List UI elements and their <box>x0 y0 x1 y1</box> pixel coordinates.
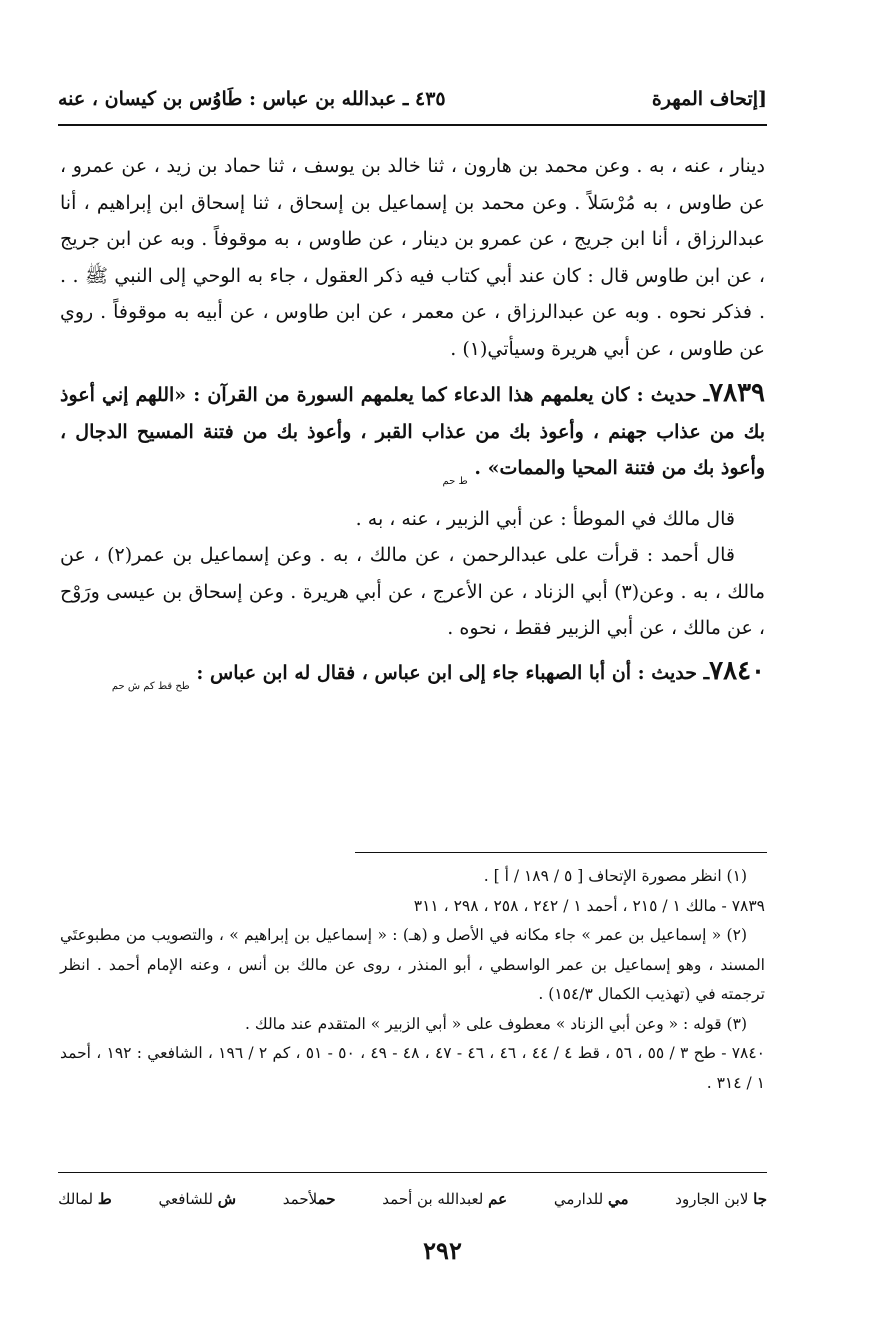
paragraph-ahmad: قال أحمد : قرأت على عبدالرحمن ، عن مالك ، به . وعن إسماعيل بن عمر(٢) ، عن مالك ، به . وعن(٣) أبي الزناد ، عن الأعرج ، عن أبي هريرة . وعن إسحاق بن عيسى ورَوْح ، عن مالك ، عن أبي الزبير فقط ، نحوه . <box>60 544 766 639</box>
main-text <box>60 148 765 705</box>
source-codes: ط حم <box>442 476 468 487</box>
abbreviation-meaning: لعبدالله بن أحمد <box>382 1190 484 1208</box>
header-chapter-title: ٤٣٥ ـ عبدالله بن عباس : طَاوُس بن كيسان ، عنه <box>58 88 446 110</box>
hadith-lead: ـ حديث : <box>629 384 710 406</box>
hadith-7840 <box>60 653 765 706</box>
footnote-source: ٧٨٤٠ - طح ٣ / ٥٥ ، ٥٦ ، قط ٤ / ٤٤ ، ٤٦ ، ٤٦ - ٤٧ ، ٤٨ - ٤٩ ، ٥٠ - ٥١ ، كم ٢ / ١٩٦ ، الشافعي : ١٩٢ ، أحمد ١ / ٣١٤ . <box>60 1044 766 1092</box>
abbreviation-code: مي <box>607 1190 629 1208</box>
abbreviation-code: ش <box>217 1190 237 1208</box>
abbreviation-code: ط <box>97 1190 112 1208</box>
footnote-source: ٧٨٣٩ - مالك ١ / ٢١٥ ، أحمد ١ / ٢٤٢ ، ٢٥٨ ، ٢٩٨ ، ٣١١ <box>413 896 765 915</box>
abbreviation-meaning: لمالك <box>58 1190 94 1208</box>
abbreviation-meaning: للشافعي <box>158 1190 213 1208</box>
footnote: (١) انظر مصورة الإتحاف [ ٥ / ١٨٩ / أ ] . <box>483 867 747 885</box>
hadith-number: ٧٨٣٩ <box>709 378 766 408</box>
abbreviation-meaning: لابن الجارود <box>675 1190 749 1208</box>
footnote: (٣) قوله : « وعن أبي الزناد » معطوف على « أبي الزبير » المتقدم عند مالك . <box>245 1014 747 1033</box>
abbreviation-item <box>283 1190 336 1208</box>
abbreviation-code: حم <box>317 1190 336 1208</box>
footnotes <box>60 862 765 1098</box>
abbreviations-key <box>58 1184 767 1214</box>
header-divider <box>58 124 767 126</box>
running-header <box>58 82 767 116</box>
page-number: ٢٩٢ <box>423 1236 462 1265</box>
abbreviation-meaning: لأحمد <box>282 1190 318 1208</box>
header-book-title: [إتحاف المهرة <box>651 88 767 110</box>
hadith-text: أن أبا الصهباء جاء إلى ابن عباس ، فقال له ابن عباس : <box>196 661 632 684</box>
hadith-number: ٧٨٤٠ <box>709 655 765 686</box>
abbreviation-code: عم <box>488 1190 508 1208</box>
abbreviations-divider <box>58 1172 767 1173</box>
abbreviation-code: جا <box>753 1190 767 1208</box>
abbreviation-meaning: للدارمي <box>553 1190 604 1208</box>
paragraph-chain-of-narration: دينار ، عنه ، به . وعن محمد بن هارون ، ثنا خالد بن يوسف ، ثنا حماد بن زيد ، عن عمرو ، عن طاوس ، به مُرْسَلاً . وعن محمد بن إسماعيل بن إسحاق ، ثنا إسحاق ابن إبراهيم ، أنا عبدالرزاق ، أنا ابن جريج ، عن عمرو بن دينار ، عن طاوس ، به موقوفاً . وبه عن ابن جريج ، عن ابن طاوس قال : كان عند أبي كتاب فيه ذكر العقول ، جاء به الوحي إلى النبي ﷺ . . . فذكر نحوه . وبه عن عبدالرزاق ، عن معمر ، عن ابن طاوس ، عن أبيه به موقوفاً . روي عن طاوس ، عن أبي هريرة وسيأتي(١) . <box>60 155 765 360</box>
abbreviation-item <box>58 1190 112 1208</box>
abbreviation-item <box>675 1190 767 1208</box>
source-codes: طح قط كم ش حم <box>111 680 190 692</box>
footnote: (٢) « إسماعيل بن عمر » جاء مكانه في الأصل و (هـ) : « إسماعيل بن إبراهيم » ، والتصويب من مطبوعتَي المسند ، وهو إسماعيل بن عمر الواسطي ، أبو المنذر ، روى عن مالك بن أنس ، وعنه الإمام أحمد . انظر ترجمته في (تهذيب الكمال ١٥٤/٣) . <box>60 926 765 1003</box>
footnote-divider <box>355 852 767 853</box>
hadith-lead: ـ حديث : <box>631 661 710 684</box>
abbreviation-item <box>382 1190 507 1208</box>
hadith-text: كان يعلمهم هذا الدعاء كما يعلمهم السورة من القرآن : «اللهم إني أعوذ بك من عذاب جهنم ، وأعوذ بك من عذاب القبر ، وأعوذ بك من فتنة المسيح الدجال ، وأعوذ بك من فتنة المحيا والممات» . <box>60 384 765 479</box>
paragraph-malik: قال مالك في الموطأ : عن أبي الزبير ، عنه ، به . <box>355 507 735 530</box>
abbreviation-item <box>159 1190 237 1208</box>
hadith-7839 <box>60 375 765 501</box>
abbreviation-item <box>554 1190 629 1208</box>
